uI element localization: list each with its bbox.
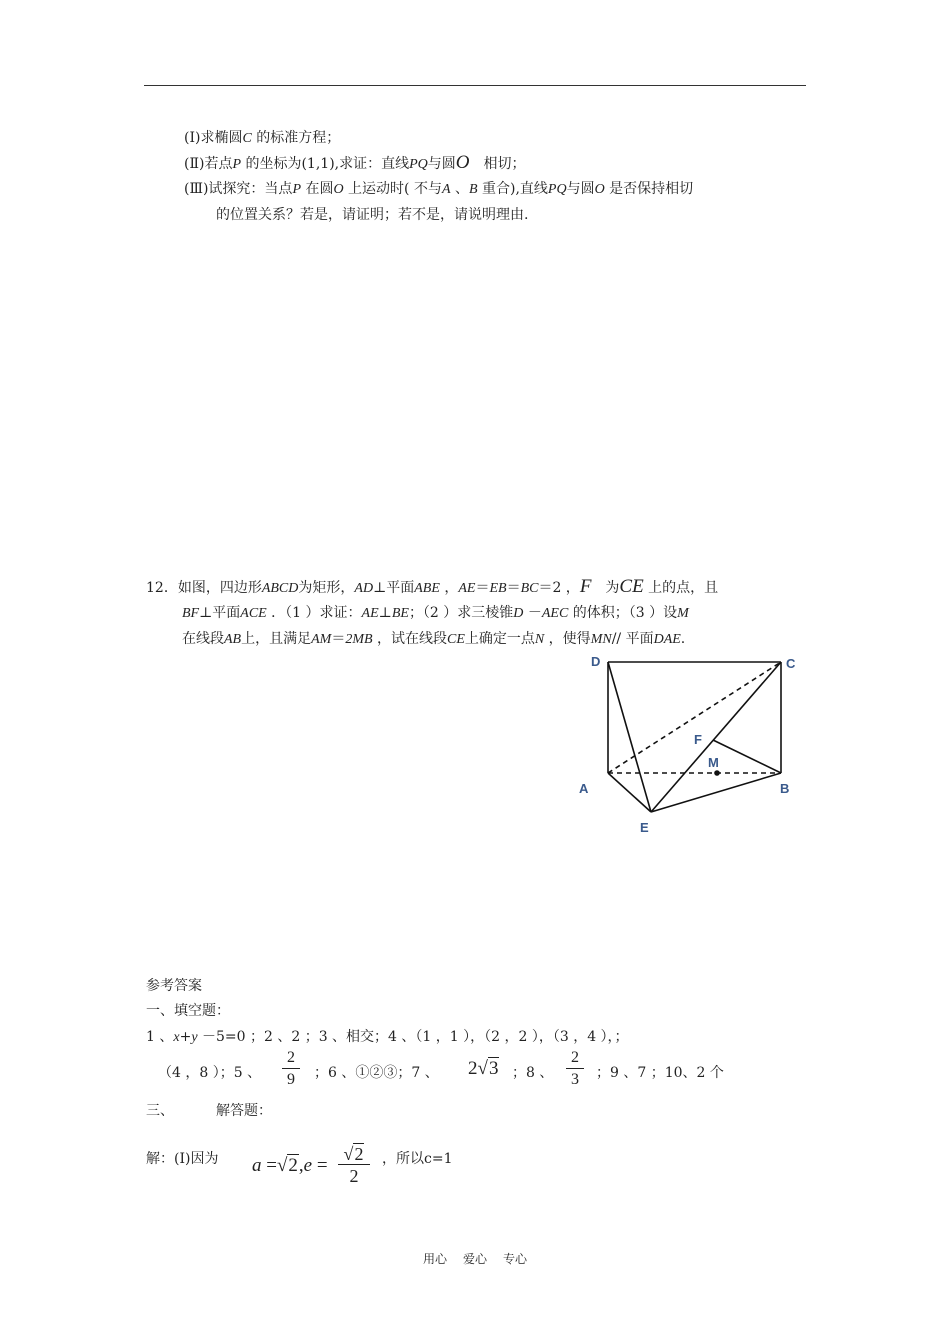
answers-heading: 参考答案 [146, 978, 202, 994]
section-1-heading: 一、填空题： [146, 1003, 230, 1019]
edge-CE [651, 662, 781, 812]
two-root-three: 2√3 [468, 1058, 499, 1079]
solution-formula: a =√2,e = [252, 1155, 328, 1176]
label-C: C [786, 656, 796, 671]
label-F: F [694, 732, 702, 747]
label-A: A [579, 781, 589, 796]
footer-item: 爱心 [462, 1252, 487, 1266]
footer-item: 用心 [422, 1252, 447, 1266]
solution-fraction: $\frac{√2}{2}$ [338, 1144, 370, 1187]
q12-line1: 12．如图，四边形ABCD为矩形，AD⊥平面ABE ，AE＝EB＝BC＝2 ，F 为CE 上的点，且 [146, 576, 719, 597]
part-2: (Ⅱ)若点P 的坐标为(1,1),求证：直线PQ与圆O 相切； [184, 152, 526, 173]
fraction-2-9: $\frac{2}{9}$ [282, 1048, 300, 1091]
edge-FB [713, 740, 781, 773]
q12-line2: BF⊥平面ACE ．（1 ）求证：AE⊥BE；（2 ）求三棱锥D －AEC 的体积；（3 ）设M [182, 605, 689, 621]
answers-line-2a: （4 ，8 ）；5 、 [158, 1065, 262, 1081]
footer-item: 专心 [503, 1252, 528, 1266]
answers-line-1: 1 、x+y －5=0 ；2 、2 ；3 、相交；4 、（1 ，1 ），（2 ，2 ），（3 ，4 ），； [146, 1029, 629, 1045]
label-M: M [708, 755, 719, 770]
edge-DE [608, 662, 651, 812]
page-footer [0, 1250, 950, 1267]
edge-EB [651, 773, 781, 812]
edge-AE [608, 773, 651, 812]
answers-line-2d: ；9 、7 ；10、2 个 [596, 1065, 724, 1081]
fraction-2-3: $\frac{2}{3}$ [566, 1048, 584, 1091]
part-3: (Ⅲ)试探究：当点P 在圆O 上运动时( 不与A 、B 重合),直线PQ与圆O 是否保持相切 [184, 181, 694, 197]
section-3-title: 解答题： [216, 1103, 272, 1119]
edge-AC [608, 662, 781, 773]
answers-line-2c: ；8 、 [512, 1065, 554, 1081]
solution-suffix: ，所以c=1 [382, 1151, 453, 1167]
label-E: E [640, 820, 649, 835]
point-M [714, 770, 720, 776]
q12-line3: 在线段AB上，且满足AM＝2MB ，试在线段CE上确定一点N ，使得MN// 平面DAE. [182, 631, 686, 647]
section-3-number: 三、 [146, 1103, 174, 1119]
part-3-cont: 的位置关系？若是，请证明；若不是，请说明理由. [216, 207, 529, 223]
part-1: (Ⅰ)求椭圆C 的标准方程； [184, 130, 341, 146]
label-D: D [591, 654, 601, 669]
solution-prefix: 解：(Ⅰ)因为 [146, 1151, 219, 1167]
label-B: B [780, 781, 790, 796]
answers-line-2b: ；6 、①②③；7 、 [314, 1065, 439, 1081]
